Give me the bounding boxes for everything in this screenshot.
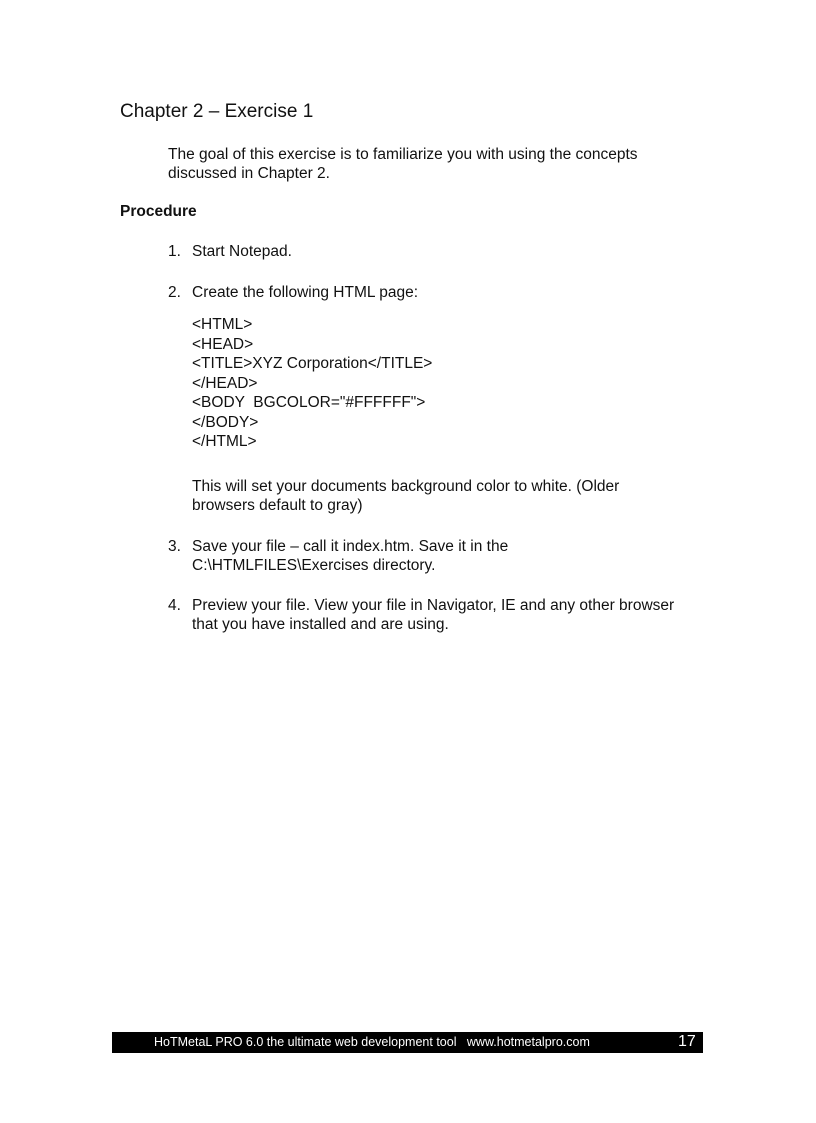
step-line: C:\HTMLFILES\Exercises directory. <box>192 557 436 574</box>
step-line: Start Notepad. <box>192 243 292 260</box>
code-line: </HTML> <box>192 433 257 450</box>
step-line: Preview your file. View your file in Navigator, IE and any other browser <box>192 597 675 614</box>
code-line: <TITLE>XYZ Corporation</TITLE> <box>192 355 433 372</box>
chapter-title: Chapter 2 – Exercise 1 <box>120 101 314 122</box>
intro-line: The goal of this exercise is to familiarize you with using the concepts <box>168 146 638 163</box>
footer-text: HoTMetaL PRO 6.0 the ultimate web development tool www.hotmetalpro.com <box>154 1035 590 1049</box>
procedure-heading: Procedure <box>120 203 197 220</box>
intro-line: discussed in Chapter 2. <box>168 165 330 182</box>
step-number: 2. <box>168 284 181 301</box>
code-line: </HEAD> <box>192 374 258 392</box>
code-line: <BODY BGCOLOR="#FFFFFF"> <box>192 394 426 411</box>
step-text <box>192 596 712 634</box>
step-line: Save your file – call it index.htm. Save it in the <box>192 538 509 555</box>
code-line: <HEAD> <box>192 335 254 353</box>
step-line: that you have installed and are using. <box>192 616 449 633</box>
note-line: This will set your documents background color to white. (Older <box>192 478 620 495</box>
page-number: 17 <box>678 1033 696 1050</box>
step-number: 1. <box>168 243 181 260</box>
step-text <box>192 537 712 575</box>
background-note <box>192 477 619 515</box>
step-text <box>192 242 712 261</box>
html-code-block <box>192 315 432 452</box>
note-line: browsers default to gray) <box>192 497 363 514</box>
step-line: Create the following HTML page: <box>192 284 419 301</box>
code-line: <HTML> <box>192 316 253 333</box>
step-text <box>192 283 712 302</box>
page-footer <box>112 1032 703 1053</box>
step-number: 3. <box>168 538 181 555</box>
intro-paragraph <box>168 145 688 183</box>
step-number: 4. <box>168 597 181 614</box>
code-line: </BODY> <box>192 413 259 431</box>
